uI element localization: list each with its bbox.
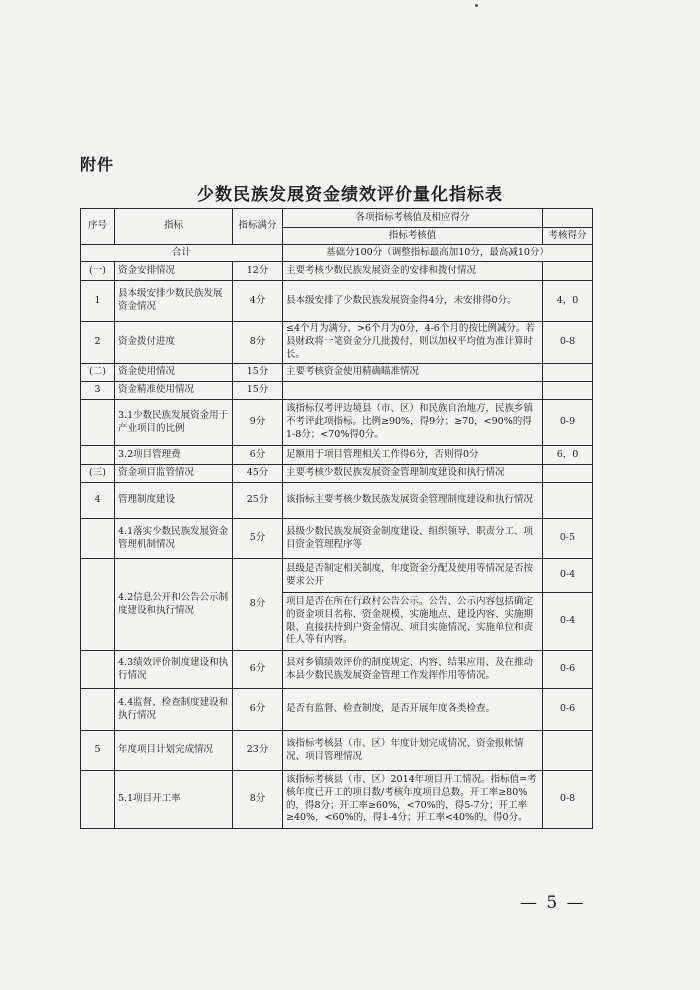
row-value: 该指标考核县（市、区）年度计划完成情况、资金报帐情况、项目管理情况 (283, 731, 543, 771)
total-value: 基础分100分（调整指标最高加10分，最高减10分） (283, 245, 593, 262)
row-value: ≤4个月为满分，>6个月为0分，4-6个月的按比例减分。若县财政将一笔资金分几批拨付，则以加权平均值为准计算时长。 (283, 322, 543, 364)
row-score (543, 465, 593, 483)
row-full: 6分 (233, 651, 283, 689)
row-seq: (一) (81, 262, 115, 281)
row-full: 9分 (233, 400, 283, 446)
row-score: 0-6 (543, 689, 593, 731)
row-full: 12分 (233, 262, 283, 281)
total-label: 合计 (81, 245, 283, 262)
row-indicator: 资金使用情况 (115, 364, 233, 382)
row-indicator: 3.1少数民族发展资金用于产业项目的比例 (115, 400, 233, 446)
row-seq: 1 (81, 281, 115, 322)
row-seq (81, 559, 115, 651)
row-indicator: 5.1项目开工率 (115, 771, 233, 829)
table-row (81, 281, 593, 322)
row-full: 6分 (233, 689, 283, 731)
row-value: 足额用于项目管理相关工作得6分，否则得0分 (283, 446, 543, 465)
row-value: 主要考核资金使用精确瞄准情况 (283, 364, 543, 382)
row-full: 6分 (233, 446, 283, 465)
attachment-label: 附件 (80, 155, 115, 174)
row-full: 8分 (233, 771, 283, 829)
indicator-table (80, 208, 593, 829)
table-row (81, 400, 593, 446)
row-value: 县级是否制定相关制度，年度资金分配及使用等情况是否按要求公开 (283, 559, 543, 593)
row-indicator: 管理制度建设 (115, 483, 233, 519)
header-blank (543, 209, 593, 228)
row-indicator: 县本级安排少数民族发展资金情况 (115, 281, 233, 322)
row-value: 项目是否在所在行政村公告公示。公告、公示内容包括确定的资金项目名称、资金规模、实施地点、建设内容、实施期限、直接扶持到户资金情况、项目实施情况、实施单位和责任人等有内容。 (283, 593, 543, 651)
row-seq: 2 (81, 322, 115, 364)
row-value: 是否有监督、检查制度，是否开展年度各类检查。 (283, 689, 543, 731)
row-full: 5分 (233, 519, 283, 559)
row-value: 主要考核少数民族发展资金的安排和拨付情况 (283, 262, 543, 281)
row-score: 0-4 (543, 559, 593, 593)
header-full-score: 指标满分 (233, 209, 283, 245)
row-score (543, 483, 593, 519)
row-full: 23分 (233, 731, 283, 771)
row-value: 该指标主要考核少数民族发展资金管理制度建设和执行情况 (283, 483, 543, 519)
row-indicator: 4.4监督、检查制度建设和执行情况 (115, 689, 233, 731)
row-full: 15分 (233, 364, 283, 382)
row-seq: 5 (81, 731, 115, 771)
row-value: 该指标考核县（市、区）2014年项目开工情况。指标值=考核年度已开工的项目数/考核年度项目总数。开工率≥80%的，得8分；开工率≥60%，<70%的，得5-7分；开工率≥40%，<60%的，得1-4分；开工率<40%的，得0分。 (283, 771, 543, 829)
row-score: 0-9 (543, 400, 593, 446)
table-row (81, 262, 593, 281)
row-indicator: 4.1落实少数民族发展资金管理机制情况 (115, 519, 233, 559)
row-score (543, 364, 593, 382)
table-row (81, 322, 593, 364)
table-row (81, 465, 593, 483)
row-score: 0-4 (543, 593, 593, 651)
row-full: 8分 (233, 559, 283, 651)
row-score: 6，0 (543, 446, 593, 465)
total-row (81, 245, 593, 262)
row-score: 0-8 (543, 322, 593, 364)
header-value: 指标考核值 (283, 228, 543, 245)
row-score: 4，0 (543, 281, 593, 322)
row-score: 0-8 (543, 771, 593, 829)
table-row (81, 519, 593, 559)
row-indicator: 资金精准使用情况 (115, 382, 233, 400)
table-row (81, 382, 593, 400)
row-indicator: 资金拨付进度 (115, 322, 233, 364)
row-value: 县本级安排了少数民族发展资金得4分，未安排得0分。 (283, 281, 543, 322)
header-indicator: 指标 (115, 209, 233, 245)
row-indicator: 资金安排情况 (115, 262, 233, 281)
row-full: 4分 (233, 281, 283, 322)
row-full: 8分 (233, 322, 283, 364)
row-score: 0-5 (543, 519, 593, 559)
row-seq: (三) (81, 465, 115, 483)
row-seq: 3 (81, 382, 115, 400)
header-score: 考核得分 (543, 228, 593, 245)
row-score (543, 731, 593, 771)
row-seq (81, 446, 115, 465)
row-score (543, 382, 593, 400)
row-full: 45分 (233, 465, 283, 483)
row-indicator: 年度项目计划完成情况 (115, 731, 233, 771)
row-indicator: 3.2项目管理费 (115, 446, 233, 465)
row-indicator: 4.3绩效评价制度建设和执行情况 (115, 651, 233, 689)
row-value: 主要考核少数民族发展资金管理制度建设和执行情况 (283, 465, 543, 483)
row-value: 该指标仅考评边境县（市、区）和民族自治地方，民族乡镇不考评此项指标。比例≥90%，得9分；≥70，<90%的得1-8分；<70%得0分。 (283, 400, 543, 446)
row-score (543, 262, 593, 281)
row-indicator: 资金项目监管情况 (115, 465, 233, 483)
table-row (81, 651, 593, 689)
row-seq (81, 400, 115, 446)
row-value: 县级少数民族发展资金制度建设、组织领导、职责分工、项目资金管理程序等 (283, 519, 543, 559)
header-group: 各项指标考核值及相应得分 (283, 209, 543, 228)
row-value: 县对乡镇绩效评价的制度规定、内容、结果应用、及在推动本县少数民族发展资金管理工作发挥作用等情况。 (283, 651, 543, 689)
row-seq: (二) (81, 364, 115, 382)
row-full: 15分 (233, 382, 283, 400)
header-seq: 序号 (81, 209, 115, 245)
row-indicator: 4.2信息公开和公告公示制度建设和执行情况 (115, 559, 233, 651)
table-row (81, 731, 593, 771)
page-number: — 5 — (520, 893, 586, 913)
table-row (81, 559, 593, 593)
row-seq (81, 651, 115, 689)
table-row (81, 689, 593, 731)
row-score: 0-6 (543, 651, 593, 689)
table-row (81, 446, 593, 465)
document-title: 少数民族发展资金绩效评价量化指标表 (197, 185, 503, 205)
scan-speck (475, 4, 478, 7)
table-row (81, 364, 593, 382)
table-row (81, 771, 593, 829)
row-seq (81, 519, 115, 559)
table-row (81, 483, 593, 519)
row-value (283, 382, 543, 400)
row-seq: 4 (81, 483, 115, 519)
row-full: 25分 (233, 483, 283, 519)
row-seq (81, 771, 115, 829)
row-seq (81, 689, 115, 731)
